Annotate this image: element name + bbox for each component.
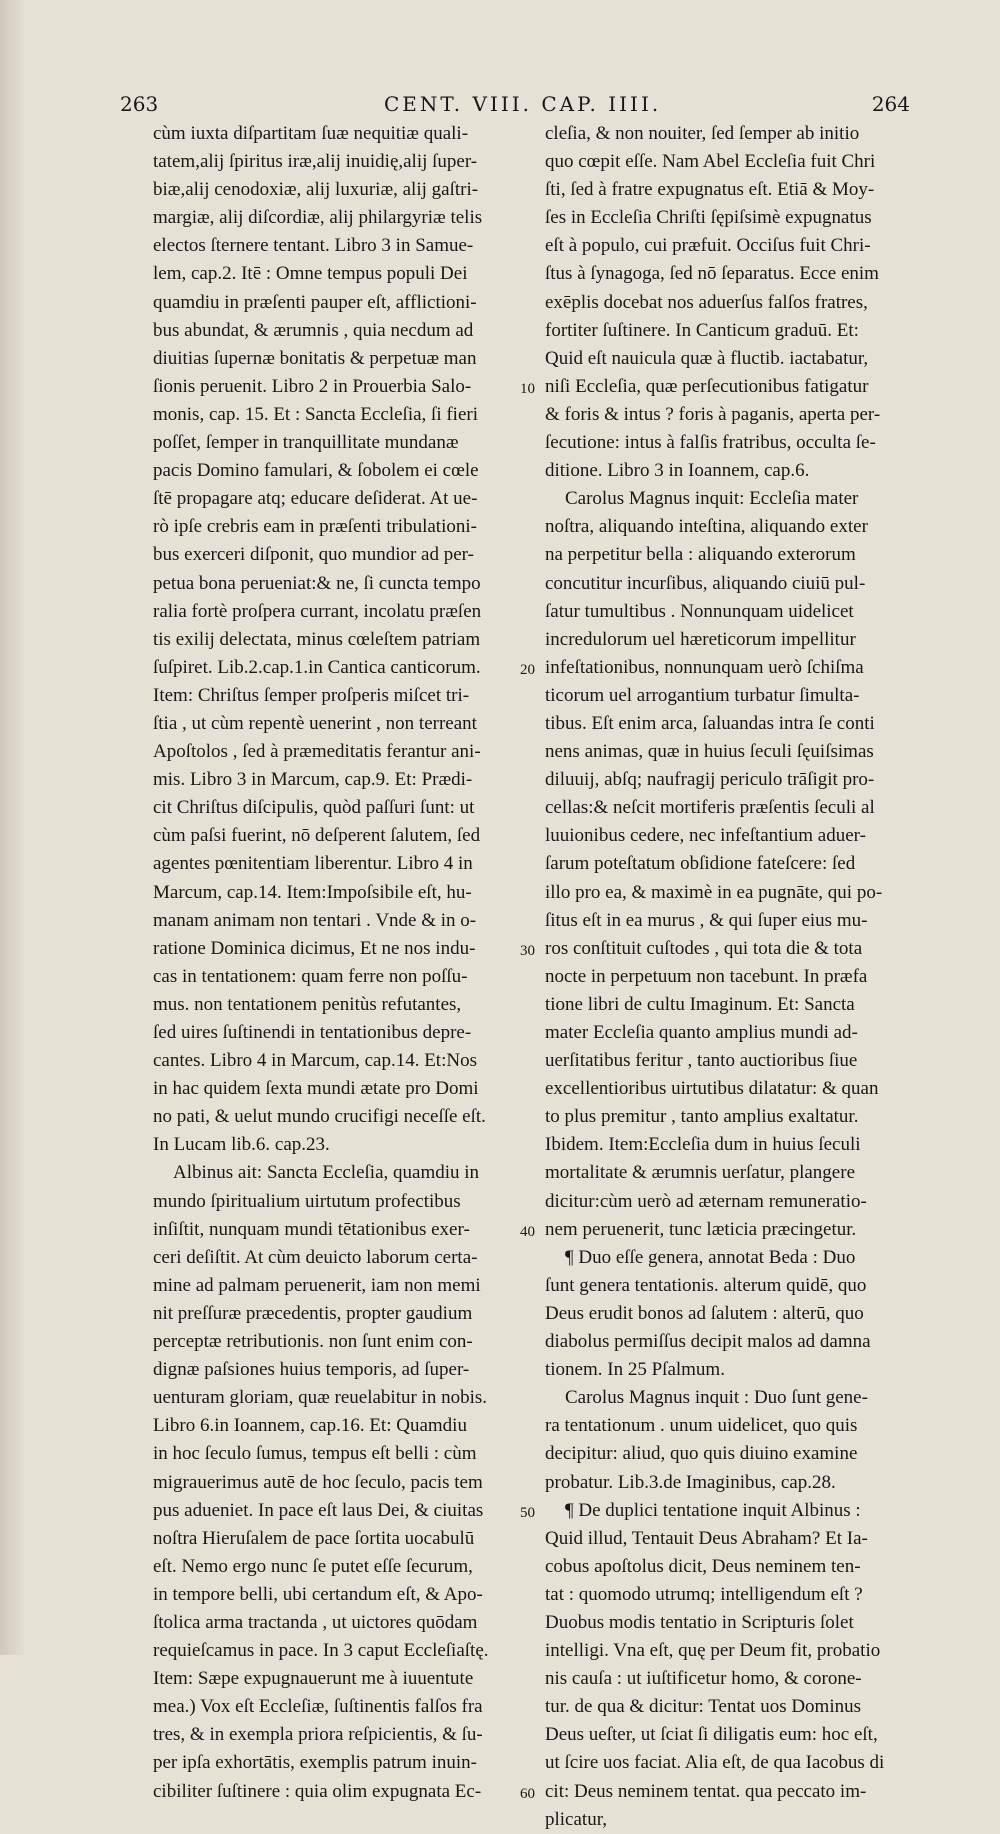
- text-line: Marcum, cap.14. Item:Impoſsibile eſt, hu-: [153, 881, 472, 903]
- text-line: infeſtationibus, nonnunquam uerò ſchiſma: [545, 656, 864, 678]
- text-line: inſiſtit, nunquam mundi tētationibus exer-: [153, 1218, 470, 1240]
- text-line: quo cœpit eſſe. Nam Abel Eccleſia fuit Chri: [545, 151, 876, 173]
- text-line: ſed uires ſuſtinendi in tentationibus depre-: [153, 1022, 472, 1043]
- text-line: incredulorum uel hæreticorum impellitur: [545, 628, 856, 650]
- text-line: noſtra Hieruſalem de pace ſortita uocabulū: [153, 1527, 475, 1549]
- text-line: intelligi. Vna eſt, quę per Deum fit, probatio: [545, 1640, 881, 1662]
- text-line: mortalitate & ærumnis uerſatur, plangere: [545, 1162, 856, 1184]
- text-line: ſtē propagare atq; educare deſiderat. At ue-: [153, 488, 478, 510]
- text-line: Deus ueſter, ut ſciat ſi diligatis eum: hoc eſt,: [545, 1724, 878, 1746]
- text-line: pus adueniet. In pace eſt laus Dei, & ciuitas: [153, 1499, 484, 1521]
- text-line: quamdiu in præſenti pauper eſt, afflictioni-: [153, 291, 477, 313]
- text-line: monis, cap. 15. Et : Sancta Eccleſia, ſi fieri: [153, 403, 479, 425]
- text-line: ticorum uel arrogantium turbatur ſimulta-: [545, 684, 860, 706]
- text-line: ut ſcire uos faciat. Alia eſt, de qua Iacobus di: [545, 1752, 885, 1774]
- gutter-shadow: [0, 0, 26, 1655]
- text-line: pacis Domino famulari, & ſobolem ei cœle: [153, 460, 479, 482]
- text-line: ſtia , ut cùm repentè uenerint , non terreant: [153, 712, 477, 734]
- text-line: probatur. Lib.3.de Imaginibus, cap.28.: [545, 1471, 836, 1493]
- line-number: 30: [520, 942, 535, 959]
- text-line: ſunt genera tentationis. alterum quidē, quo: [545, 1274, 867, 1296]
- line-number: 20: [520, 661, 535, 678]
- text-line: ros conſtituit cuſtodes , qui tota die & tota: [545, 937, 863, 959]
- text-line: poſſet, ſemper in tranquillitate mundanæ: [153, 432, 459, 454]
- text-line: rò ipſe crebris eam in præſenti tribulationi-: [153, 516, 477, 538]
- text-line: margiæ, alij diſcordiæ, alij philargyriæ telis: [153, 207, 483, 229]
- text-line: in hoc ſeculo ſumus, tempus eſt belli : cùm: [153, 1443, 477, 1465]
- text-line: cit: Deus neminem tentat. qua peccato im-: [545, 1780, 867, 1802]
- text-line: perceptæ retributionis. non ſunt enim con-: [153, 1331, 473, 1353]
- text-line: mea.) Vox eſt Eccleſiæ, ſuſtinentis falſos fra: [153, 1696, 483, 1718]
- text-line: luuionibus cedere, nec infeſtantium aduer-: [545, 825, 866, 847]
- text-line: in tempore belli, ubi certandum eſt, & Apo-: [153, 1583, 483, 1605]
- text-line: Quid eſt nauicula quæ à fluctib. iactabatur,: [545, 347, 869, 369]
- page-header: [120, 92, 910, 120]
- text-line: ¶ Duo eſſe genera, annotat Beda : Duo: [565, 1246, 856, 1268]
- text-line: uerſitatibus feritur , tanto auctioribus ſiue: [545, 1050, 858, 1072]
- text-line: Libro 6.in Ioannem, cap.16. Et: Quamdiu: [153, 1415, 467, 1437]
- text-line: nem peruenerit, tunc læticia præcingetur.: [545, 1218, 857, 1240]
- text-line: ceri deſiſtit. At cùm deuicto laborum certa-: [153, 1246, 478, 1268]
- text-line: fortiter ſuſtinere. In Canticum graduū. Et:: [545, 319, 859, 341]
- text-line: concutitur incurſibus, aliquando ciuiū pul-: [545, 572, 866, 594]
- text-line: cobus apoſtolus dicit, Deus neminem ten-: [545, 1555, 861, 1577]
- text-line: tat : quomodo utrumq; intelligendum eſt ?: [545, 1583, 863, 1605]
- text-line: niſi Eccleſia, quæ perſecutionibus fatigatur: [545, 375, 869, 397]
- text-line: cit Chriſtus diſcipulis, quòd paſſuri ſunt: ut: [153, 797, 475, 819]
- text-line: ſionis peruenit. Libro 2 in Prouerbia Salo-: [153, 375, 472, 397]
- text-line: nis cauſa : ut iuſtificetur homo, & corone-: [545, 1668, 862, 1690]
- text-line: cleſia, & non nouiter, ſed ſemper ab initio: [545, 123, 860, 144]
- text-line: mine ad palmam peruenerit, iam non memi: [153, 1274, 481, 1296]
- text-line: diluuij, abſq; naufragij periculo trāſigit pro-: [545, 769, 875, 791]
- text-line: tis exilij delectata, minus cœleſtem patriam: [153, 628, 481, 650]
- text-line: mus. non tentationem penitùs refutantes,: [153, 993, 462, 1015]
- text-line: noſtra, aliquando inteſtina, aliquando exter: [545, 516, 868, 538]
- text-line: Apoſtolos , ſed à præmeditatis ferantur ani-: [153, 741, 481, 763]
- text-line: cùm paſsi fuerint, nō deſperent ſalutem, ſed: [153, 825, 481, 847]
- text-line: tione libri de cultu Imaginum. Et: Sancta: [545, 993, 855, 1015]
- text-line: cùm iuxta diſpartitam ſuæ nequitiæ quali-: [153, 123, 469, 144]
- text-line: mis. Libro 3 in Marcum, cap.9. Et: Prædi-: [153, 769, 473, 791]
- text-line: ¶ De duplici tentatione inquit Albinus :: [565, 1499, 861, 1521]
- text-line: ſuſpiret. Lib.2.cap.1.in Cantica canticorum.: [153, 656, 481, 678]
- text-line: cibiliter ſuſtinere : quia olim expugnata Ec-: [153, 1780, 482, 1802]
- text-line: diabolus permiſſus decipit malos ad damna: [545, 1331, 871, 1353]
- running-title: CENT. VIII. CAP. IIII.: [384, 92, 662, 116]
- text-line: agentes pœnitentiam liberentur. Libro 4 in: [153, 853, 473, 875]
- text-line: tibus. Eſt enim arca, ſaluandas intra ſe conti: [545, 712, 875, 734]
- text-line: manam animam non tentari . Vnde & in o-: [153, 909, 477, 931]
- text-line: Item: Chriſtus ſemper proſperis miſcet tri-: [153, 684, 470, 706]
- text-line: uenturam gloriam, quæ reuelabitur in nobis.: [153, 1387, 488, 1409]
- text-line: cas in tentationem: quam ferre non poſſu-: [153, 965, 468, 987]
- text-line: dicitur:cùm uerò ad æternam remuneratio-: [545, 1190, 867, 1212]
- text-line: eſt. Nemo ergo nunc ſe putet eſſe ſecurum,: [153, 1555, 473, 1577]
- text-line: ratione Dominica dicimus, Et ne nos indu-: [153, 937, 476, 959]
- text-line: illo pro ea, & maximè in ea pugnāte, qui po-: [545, 881, 883, 903]
- text-line: no pati, & uelut mundo crucifigi neceſſe eſt.: [153, 1106, 486, 1128]
- line-number: 50: [520, 1504, 535, 1521]
- text-line: na perpetitur bella : aliquando exterorum: [545, 544, 856, 566]
- line-number: 60: [520, 1785, 535, 1802]
- text-line: Carolus Magnus inquit : Duo ſunt gene-: [565, 1387, 868, 1409]
- text-line: nit preſſuræ præcedentis, propter gaudium: [153, 1302, 473, 1324]
- page-number-right: 264: [871, 92, 910, 116]
- text-line: cellas:& neſcit mortiferis præſentis ſeculi al: [545, 797, 875, 819]
- text-line: in hac quidem ſexta mundi ætate pro Domi: [153, 1078, 479, 1100]
- text-line: In Lucam lib.6. cap.23.: [153, 1134, 330, 1156]
- text-line: ralia fortè proſpera currant, incolatu præſen: [153, 600, 482, 622]
- text-line: biæ,alij cenodoxiæ, alij luxuriæ, alij gaſtri-: [153, 179, 479, 201]
- right-text-column: [545, 120, 915, 1834]
- text-line: tionem. In 25 Pſalmum.: [545, 1359, 725, 1381]
- line-number: 10: [520, 380, 535, 397]
- text-line: ſatur tumultibus . Nonnunquam uidelicet: [545, 600, 854, 622]
- text-line: bus exerceri diſponit, quo mundior ad per-: [153, 544, 474, 566]
- text-line: mater Eccleſia quanto amplius mundi ad-: [545, 1022, 858, 1043]
- text-line: tatem,alij ſpiritus iræ,alij inuidię,alij ſuper-: [153, 151, 478, 173]
- text-line: ſitus eſt in ea murus , & qui ſuper eius mu-: [545, 909, 868, 931]
- text-line: ra tentationum . unum uidelicet, quo quis: [545, 1415, 858, 1437]
- text-line: to plus premitur , tanto amplius exaltatur.: [545, 1106, 859, 1128]
- text-line: decipitur: aliud, quo quis diuino examine: [545, 1443, 858, 1465]
- left-text-column: [153, 120, 528, 1806]
- text-line: ſti, ſed à fratre expugnatus eſt. Etiā & Moy-: [545, 179, 875, 201]
- text-line: petua bona perueniat:& ne, ſi cuncta tempo: [153, 572, 481, 594]
- text-line: ſecutione: intus à falſis fratribus, occulta ſe-: [545, 432, 876, 454]
- text-line: nens animas, quæ in huius ſeculi ſęuiſsimas: [545, 741, 874, 763]
- text-line: Ibidem. Item:Eccleſia dum in huius ſeculi: [545, 1134, 861, 1156]
- text-line: ditione. Libro 3 in Ioannem, cap.6.: [545, 460, 810, 482]
- text-line: dignæ paſsiones huius temporis, ad ſuper-: [153, 1359, 470, 1381]
- line-number: 40: [520, 1223, 535, 1240]
- text-line: Deus erudit bonos ad ſalutem : alterū, quo: [545, 1302, 864, 1324]
- text-line: lem, cap.2. Itē : Omne tempus populi Dei: [153, 263, 468, 285]
- text-line: ſarum poteſtatum obſidione fateſcere: ſed: [545, 853, 856, 875]
- text-line: exēplis docebat nos aduerſus falſos fratres,: [545, 291, 868, 313]
- text-line: plicatur,: [545, 1808, 608, 1830]
- text-line: Carolus Magnus inquit: Eccleſia mater: [565, 488, 859, 510]
- page-number-left: 263: [120, 92, 159, 116]
- text-line: Duobus modis tentatio in Scripturis ſolet: [545, 1611, 854, 1633]
- text-line: cantes. Libro 4 in Marcum, cap.14. Et:Nos: [153, 1050, 477, 1072]
- text-line: Quid illud, Tentauit Deus Abraham? Et Ia-: [545, 1527, 868, 1549]
- text-line: Item: Sæpe expugnauerunt me à iuuentute: [153, 1668, 474, 1690]
- text-line: bus abundat, & ærumnis , quia necdum ad: [153, 319, 474, 341]
- text-line: per ipſa exhortātis, exemplis patrum inuin-: [153, 1752, 477, 1774]
- text-line: tur. de qua & dicitur: Tentat uos Dominus: [545, 1696, 862, 1718]
- text-line: diuitias ſupernæ bonitatis & perpetuæ man: [153, 347, 477, 369]
- text-line: eſt à populo, cui præfuit. Occiſus fuit Chri-: [545, 235, 871, 257]
- text-line: requieſcamus in pace. In 3 caput Eccleſiaſtę.: [153, 1640, 489, 1662]
- text-line: ſes in Eccleſia Chriſti ſępiſsimè expugnatus: [545, 207, 872, 229]
- text-line: excellentioribus uirtutibus dilatatur: & quan: [545, 1078, 879, 1100]
- text-line: tres, & in exempla priora reſpicientis, & ſu-: [153, 1724, 483, 1746]
- text-line: electos ſternere tentant. Libro 3 in Samue-: [153, 235, 474, 257]
- text-line: & foris & intus ? foris à paganis, aperta per-: [545, 403, 881, 425]
- text-line: ſtolica arma tractanda , ut uictores quōdam: [153, 1611, 478, 1633]
- text-line: ſtus à ſynagoga, ſed nō ſeparatus. Ecce enim: [545, 263, 879, 285]
- text-line: Albinus ait: Sancta Eccleſia, quamdiu in: [173, 1162, 480, 1184]
- text-line: mundo ſpiritualium uirtutum profectibus: [153, 1190, 461, 1212]
- text-line: migrauerimus autē de hoc ſeculo, pacis tem: [153, 1471, 483, 1493]
- text-line: nocte in perpetuum non tacebunt. In præfa: [545, 965, 868, 987]
